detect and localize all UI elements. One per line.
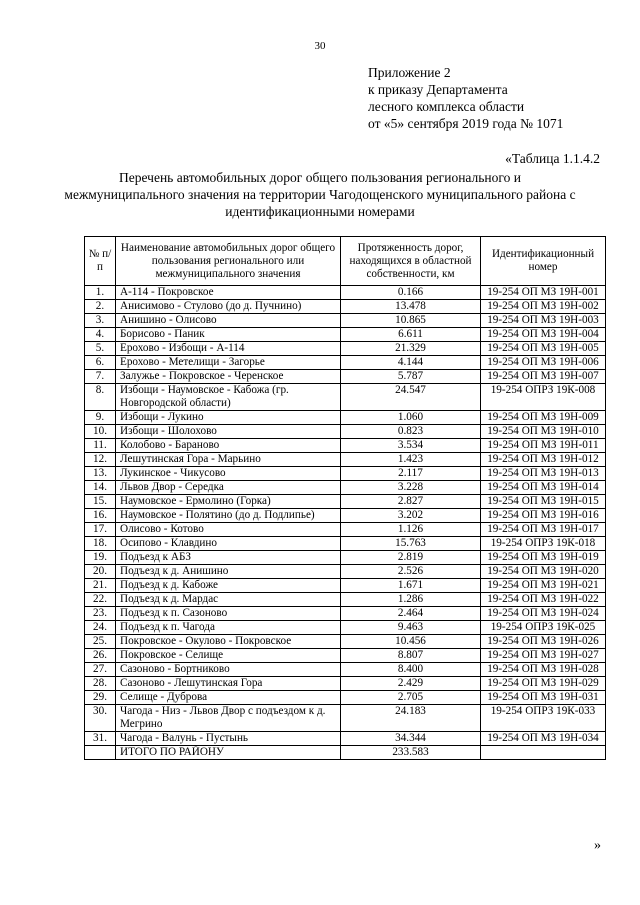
table-label: «Таблица 1.1.4.2 [505, 151, 600, 166]
closing-quote: » [594, 838, 601, 853]
road-name: Покровское - Окулово - Покровское [116, 635, 341, 649]
header-name: Наименование автомобильных дорог общего пользования регионального или межмуниципального значения [116, 237, 341, 286]
road-length: 1.126 [341, 523, 481, 537]
road-name: Ерохово - Избощи - А-114 [116, 342, 341, 356]
table-row [85, 314, 606, 328]
total-length: 233.583 [341, 746, 481, 760]
row-number: 27. [85, 663, 116, 677]
road-length: 9.463 [341, 621, 481, 635]
road-length: 4.144 [341, 356, 481, 370]
road-length: 1.423 [341, 453, 481, 467]
row-number: 26. [85, 649, 116, 663]
road-name: Подъезд к п. Чагода [116, 621, 341, 635]
table-row [85, 593, 606, 607]
row-number: 25. [85, 635, 116, 649]
road-name: Подъезд к п. Сазоново [116, 607, 341, 621]
road-name: Подъезд к д. Анишино [116, 565, 341, 579]
appendix-line: лесного комплекса области [368, 99, 525, 114]
total-label: ИТОГО ПО РАЙОНУ [116, 746, 341, 760]
table-row [85, 579, 606, 593]
road-length: 2.827 [341, 495, 481, 509]
road-length: 3.228 [341, 481, 481, 495]
row-number: 5. [85, 342, 116, 356]
road-name: Львов Двор - Середка [116, 481, 341, 495]
table-row [85, 300, 606, 314]
total-num-cell [85, 746, 116, 760]
road-length: 1.060 [341, 411, 481, 425]
table-row [85, 677, 606, 691]
road-id: 19-254 ОП МЗ 19Н-034 [481, 732, 606, 746]
row-number: 10. [85, 425, 116, 439]
header-num: № п/п [85, 237, 116, 286]
table-row [85, 453, 606, 467]
table-row [85, 691, 606, 705]
road-name: Лукинское - Чикусово [116, 467, 341, 481]
table-row [85, 439, 606, 453]
road-name: Сазоново - Лешутинская Гора [116, 677, 341, 691]
road-id: 19-254 ОП МЗ 19Н-020 [481, 565, 606, 579]
road-length: 1.286 [341, 593, 481, 607]
header-code: Идентификационный номер [481, 237, 606, 286]
table-row [85, 286, 606, 300]
table-row [85, 384, 606, 411]
row-number: 9. [85, 411, 116, 425]
table-row [85, 635, 606, 649]
road-name: Подъезд к АБЗ [116, 551, 341, 565]
road-name: Колобово - Бараново [116, 439, 341, 453]
road-length: 10.865 [341, 314, 481, 328]
road-id: 19-254 ОП МЗ 19Н-006 [481, 356, 606, 370]
road-name: Лешутинская Гора - Марьино [116, 453, 341, 467]
road-name: А-114 - Покровское [116, 286, 341, 300]
page-number: 30 [314, 40, 326, 52]
road-length: 2.526 [341, 565, 481, 579]
road-id: 19-254 ОП МЗ 19Н-021 [481, 579, 606, 593]
table-row [85, 411, 606, 425]
road-length: 3.202 [341, 509, 481, 523]
row-number: 20. [85, 565, 116, 579]
road-id: 19-254 ОП МЗ 19Н-017 [481, 523, 606, 537]
road-length: 3.534 [341, 439, 481, 453]
row-number: 17. [85, 523, 116, 537]
row-number: 14. [85, 481, 116, 495]
document-title: Перечень автомобильных дорог общего пользования регионального и межмуниципального значения на территории Чагодощенского муниципального района с идентификационными номерами [64, 170, 576, 219]
road-name: Покровское - Селище [116, 649, 341, 663]
appendix-line: Приложение 2 [368, 65, 451, 80]
road-id: 19-254 ОП МЗ 19Н-004 [481, 328, 606, 342]
roads-table [84, 236, 606, 760]
header-length: Протяженность дорог, находящихся в областной собственности, км [341, 237, 481, 286]
table-row [85, 537, 606, 551]
road-name: Подъезд к д. Мардас [116, 593, 341, 607]
road-name: Избощи - Наумовское - Кабожа (гр. Новгородской области) [116, 384, 341, 411]
appendix-block [368, 64, 563, 132]
road-name: Наумовское - Полятино (до д. Подлипье) [116, 509, 341, 523]
total-row [85, 746, 606, 760]
road-name: Чагода - Низ - Львов Двор с подъездом к д. Мегрино [116, 705, 341, 732]
road-name: Борисово - Паник [116, 328, 341, 342]
row-number: 16. [85, 509, 116, 523]
road-id: 19-254 ОП МЗ 19Н-022 [481, 593, 606, 607]
road-name: Чагода - Валунь - Пустынь [116, 732, 341, 746]
table-row [85, 663, 606, 677]
table-body [85, 286, 606, 746]
road-length: 2.464 [341, 607, 481, 621]
road-length: 15.763 [341, 537, 481, 551]
road-id: 19-254 ОП МЗ 19Н-026 [481, 635, 606, 649]
road-name: Осипово - Клавдино [116, 537, 341, 551]
appendix-line: к приказу Департамента [368, 82, 508, 97]
road-length: 2.819 [341, 551, 481, 565]
table-row [85, 467, 606, 481]
road-length: 6.611 [341, 328, 481, 342]
road-id: 19-254 ОП МЗ 19Н-019 [481, 551, 606, 565]
row-number: 30. [85, 705, 116, 732]
road-length: 2.705 [341, 691, 481, 705]
road-id: 19-254 ОПРЗ 19К-008 [481, 384, 606, 411]
table-row [85, 551, 606, 565]
row-number: 2. [85, 300, 116, 314]
row-number: 8. [85, 384, 116, 411]
row-number: 3. [85, 314, 116, 328]
table-row [85, 495, 606, 509]
table-row [85, 523, 606, 537]
road-id: 19-254 ОП МЗ 19Н-029 [481, 677, 606, 691]
row-number: 15. [85, 495, 116, 509]
road-id: 19-254 ОП МЗ 19Н-007 [481, 370, 606, 384]
road-id: 19-254 ОП МЗ 19Н-013 [481, 467, 606, 481]
road-name: Анишино - Олисово [116, 314, 341, 328]
row-number: 6. [85, 356, 116, 370]
row-number: 31. [85, 732, 116, 746]
table-header-row [85, 237, 606, 286]
road-length: 13.478 [341, 300, 481, 314]
table-row [85, 370, 606, 384]
road-id: 19-254 ОП МЗ 19Н-014 [481, 481, 606, 495]
road-name: Избощи - Шолохово [116, 425, 341, 439]
road-name: Избощи - Лукино [116, 411, 341, 425]
road-length: 24.547 [341, 384, 481, 411]
road-name: Олисово - Котово [116, 523, 341, 537]
road-length: 8.400 [341, 663, 481, 677]
road-name: Подъезд к д. Кабоже [116, 579, 341, 593]
table-row [85, 356, 606, 370]
table-row [85, 621, 606, 635]
road-id: 19-254 ОП МЗ 19Н-016 [481, 509, 606, 523]
table-row [85, 732, 606, 746]
road-id: 19-254 ОП МЗ 19Н-031 [481, 691, 606, 705]
road-length: 1.671 [341, 579, 481, 593]
road-length: 21.329 [341, 342, 481, 356]
total-code-cell [481, 746, 606, 760]
road-length: 8.807 [341, 649, 481, 663]
row-number: 13. [85, 467, 116, 481]
road-id: 19-254 ОП МЗ 19Н-015 [481, 495, 606, 509]
row-number: 22. [85, 593, 116, 607]
road-id: 19-254 ОП МЗ 19Н-028 [481, 663, 606, 677]
road-id: 19-254 ОП МЗ 19Н-005 [481, 342, 606, 356]
road-length: 5.787 [341, 370, 481, 384]
row-number: 12. [85, 453, 116, 467]
road-length: 24.183 [341, 705, 481, 732]
road-length: 10.456 [341, 635, 481, 649]
row-number: 21. [85, 579, 116, 593]
road-id: 19-254 ОП МЗ 19Н-002 [481, 300, 606, 314]
row-number: 19. [85, 551, 116, 565]
table-row [85, 509, 606, 523]
row-number: 18. [85, 537, 116, 551]
table-row [85, 649, 606, 663]
row-number: 7. [85, 370, 116, 384]
table-row [85, 328, 606, 342]
road-length: 0.823 [341, 425, 481, 439]
road-length: 2.429 [341, 677, 481, 691]
table-row [85, 342, 606, 356]
row-number: 1. [85, 286, 116, 300]
row-number: 23. [85, 607, 116, 621]
road-id: 19-254 ОПРЗ 19К-025 [481, 621, 606, 635]
road-length: 34.344 [341, 732, 481, 746]
road-id: 19-254 ОП МЗ 19Н-003 [481, 314, 606, 328]
row-number: 28. [85, 677, 116, 691]
road-name: Залужье - Покровское - Черенское [116, 370, 341, 384]
road-name: Селище - Дуброва [116, 691, 341, 705]
road-id: 19-254 ОП МЗ 19Н-024 [481, 607, 606, 621]
road-id: 19-254 ОП МЗ 19Н-010 [481, 425, 606, 439]
road-name: Ерохово - Метелищи - Загорье [116, 356, 341, 370]
road-id: 19-254 ОП МЗ 19Н-011 [481, 439, 606, 453]
table-row [85, 607, 606, 621]
row-number: 29. [85, 691, 116, 705]
road-name: Сазоново - Бортниково [116, 663, 341, 677]
table-row [85, 481, 606, 495]
road-length: 2.117 [341, 467, 481, 481]
road-id: 19-254 ОП МЗ 19Н-012 [481, 453, 606, 467]
road-name: Анисимово - Стулово (до д. Пучнино) [116, 300, 341, 314]
row-number: 4. [85, 328, 116, 342]
road-length: 0.166 [341, 286, 481, 300]
table-row [85, 565, 606, 579]
row-number: 11. [85, 439, 116, 453]
row-number: 24. [85, 621, 116, 635]
table-row [85, 425, 606, 439]
table-row [85, 705, 606, 732]
road-id: 19-254 ОП МЗ 19Н-027 [481, 649, 606, 663]
road-id: 19-254 ОП МЗ 19Н-009 [481, 411, 606, 425]
road-id: 19-254 ОП МЗ 19Н-001 [481, 286, 606, 300]
road-id: 19-254 ОПРЗ 19К-033 [481, 705, 606, 732]
road-id: 19-254 ОПРЗ 19К-018 [481, 537, 606, 551]
appendix-line: от «5» сентября 2019 года № 1071 [368, 116, 564, 131]
road-name: Наумовское - Ермолино (Горка) [116, 495, 341, 509]
